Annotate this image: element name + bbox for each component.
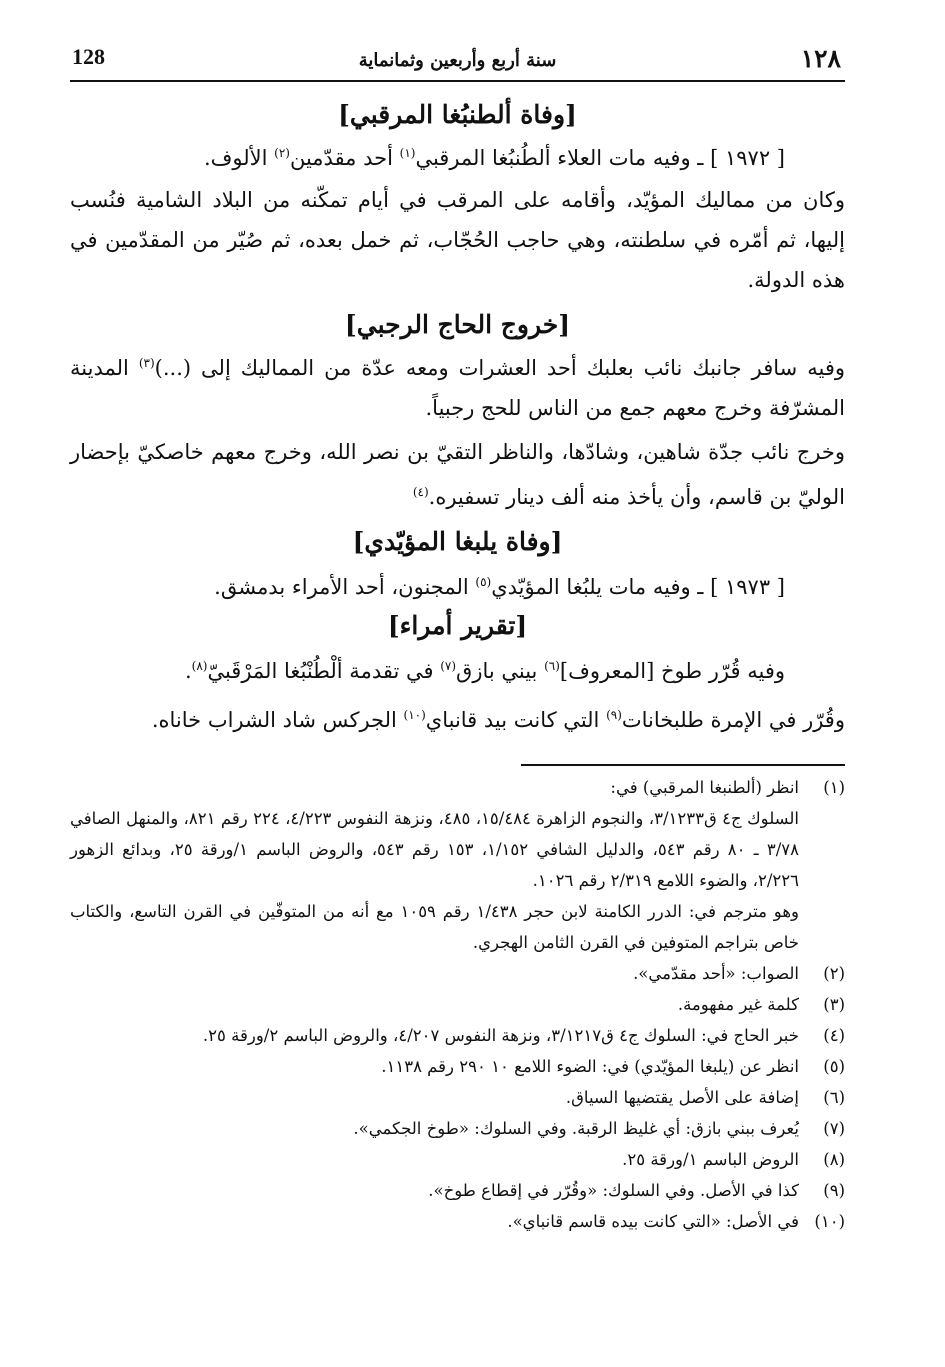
footnote-ref-8[interactable]: (٨) [191, 659, 208, 673]
footnote-ref-2[interactable]: (٢) [274, 146, 290, 160]
section-heading-1: [وفاة ألطنبُغا المرقبي] [338, 100, 577, 129]
footnote-7 [70, 1113, 845, 1144]
footnote-3 [70, 989, 845, 1020]
paragraph-qanbay-c: الجركس شاد الشراب خاناه. [151, 708, 404, 732]
footnote-2 [70, 958, 845, 989]
footnote-8 [70, 1144, 845, 1175]
footnote-number: (٧) [823, 1119, 845, 1138]
footnote-10 [70, 1206, 845, 1237]
footnote-ref-10[interactable]: (١٠) [403, 708, 426, 722]
footnote-1 [70, 772, 845, 803]
paragraph-hajj-text: وفيه سافر جانبك نائب بعلبك أحد العشرات ومعه عدّة من المماليك إلى (...) [154, 356, 845, 380]
footnote-5 [70, 1051, 845, 1082]
paragraph-almarqabi-bio: وكان من مماليك المؤيّد، وأقامه على المرقب في أيام تمكّنه من البلاد الشامية فنُسب إليها، ثم أمّره في سلطنته، وهي حاجب الحُجّاب، ثم خمل بعده، ثم صُيّر من المقدّمين في هذه الدولة. [70, 188, 845, 292]
page [70, 40, 845, 1237]
footnote-number: (٦) [823, 1088, 845, 1107]
footnote-ref-4[interactable]: (٤) [412, 485, 429, 499]
footnote-1-sources: السلوك ج٤ ق٣/١٢٣٣، والنجوم الزاهرة ١٥/٤٨٤، ٤٨٥، ونزهة النفوس ٤/٢٢٣، ٢٢٤ رقم ٨٢١، والمنهل الصافي ٣/٧٨ ـ ٨٠ رقم ٥٤٣، والدليل الشافي ١/١٥٢، ١٥٣ رقم ٥٤٣، والروض الباسم ١/ورقة ٢٥، وبدائع الزهور ٢/٢٢٦، والضوء اللامع ٢/٣١٩ رقم ١٠٢٦. [70, 809, 799, 890]
entry-1973 [70, 562, 845, 607]
running-title: سنة أربع وأربعين وثمانماية [358, 50, 557, 71]
paragraph-tukh-d: . [184, 659, 192, 683]
page-header [70, 40, 845, 82]
page-number: 128 [72, 44, 105, 69]
section-heading-4: [تقرير أمراء] [387, 611, 528, 640]
footnote-number: (٩) [823, 1181, 845, 1200]
footnote-text: كلمة غير مفهومة. [677, 995, 799, 1014]
footnotes [70, 772, 845, 1237]
entry-1973-end: المجنون، أحد الأمراء بدمشق. [214, 575, 476, 599]
footnote-ref-3[interactable]: (٣) [138, 356, 155, 370]
footnote-number: (٨) [823, 1150, 845, 1169]
paragraph-tukh-b: بيني بازق [456, 659, 545, 683]
entry-1972-mid: أحد مقدّمين [289, 146, 400, 170]
entry-1973-text: [ ١٩٧٣ ] ـ وفيه مات يلبُغا المؤيّدي [491, 575, 785, 599]
footnote-ref-6[interactable]: (٦) [544, 659, 560, 673]
page-number-arabic: ١٢٨ [800, 44, 841, 73]
footnote-ref-5[interactable]: (٥) [475, 575, 492, 589]
paragraph-tukh-a: وفيه قُرّر طوخ [المعروف] [559, 659, 785, 683]
footnote-text: انظر (ألطنبغا المرقبي) في: [610, 778, 799, 797]
footnote-6 [70, 1082, 845, 1113]
footnote-text: خبر الحاج في: السلوك ج٤ ق٣/١٢١٧، ونزهة النفوس ٤/٢٠٧، والروض الباسم ٢/ورقة ٢٥. [202, 1026, 799, 1045]
paragraph-jeddah [70, 432, 845, 517]
footnote-ref-1[interactable]: (١) [399, 146, 416, 160]
paragraph-qanbay-b: التي كانت بيد قانباي [425, 708, 607, 732]
footnote-number: (٥) [823, 1057, 845, 1076]
paragraph-tukh-c: في تقدمة ألْطُنْبُغا المَرْقَبيّ [207, 659, 441, 683]
footnote-divider [521, 764, 845, 766]
footnote-number: (١٠) [814, 1212, 845, 1231]
section-heading-2: [خروج الحاج الرجبي] [344, 310, 571, 339]
footnote-text: إضافة على الأصل يقتضيها السياق. [565, 1088, 799, 1107]
paragraph-hajj-end: المدينة المشرّفة وخرج معهم جمع من الناس للحج رجبياً. [70, 356, 845, 420]
footnote-number: (٢) [823, 964, 845, 983]
footnote-ref-9[interactable]: (٩) [606, 708, 622, 722]
footnote-text: انظر عن (يلبغا المؤيّدي) في: الضوء اللامع ١٠ ٢٩٠ رقم ١١٣٨. [381, 1057, 799, 1076]
paragraph-jeddah-text: وخرج نائب جدّة شاهين، وشادّها، والناظر التقيّ بن نصر الله، وخرج معهم خاصكيّ بإحضار الوليّ بن قاسم، وأن يأخذ منه ألف دينار تسفيره. [70, 440, 845, 509]
footnote-text: الروض الباسم ١/ورقة ٢٥. [622, 1150, 799, 1169]
footnote-number: (٤) [823, 1026, 845, 1045]
footnote-1-note: وهو مترجم في: الدرر الكامنة لابن حجر ١/٤٣٨ رقم ١٠٥٩ مع أنه من المتوفّين في القرن التاسع، والكتاب خاص بتراجم المتوفين في القرن الثامن الهجري. [70, 902, 799, 952]
entry-1972 [70, 133, 845, 178]
footnote-ref-7[interactable]: (٧) [440, 659, 457, 673]
footnote-number: (٣) [823, 995, 845, 1014]
footnote-4 [70, 1020, 845, 1051]
paragraph-hajj [70, 343, 845, 428]
paragraph-qanbay [70, 695, 845, 740]
footnote-9 [70, 1175, 845, 1206]
footnote-text: كذا في الأصل. وفي السلوك: «وقُرّر في إقطاع طوخ». [428, 1181, 799, 1200]
paragraph-qanbay-a: وقُرّر في الإمرة طلبخانات [621, 708, 845, 732]
footnote-text: يُعرف ببني بازق: أي غليظ الرقبة. وفي السلوك: «طوخ الجكمي». [353, 1119, 799, 1138]
entry-1972-end: الألوف. [203, 146, 275, 170]
footnote-number: (١) [823, 778, 845, 797]
footnote-text: الصواب: «أحد مقدّمي». [633, 964, 799, 983]
entry-1972-text: [ ١٩٧٢ ] ـ وفيه مات العلاء ألطُنبُغا المرقبي [415, 146, 785, 170]
footnote-text: في الأصل: «التي كانت بيده قاسم قانباي». [507, 1212, 799, 1231]
paragraph-tukh [70, 646, 845, 691]
section-heading-3: [وفاة يلبغا المؤيّدي] [352, 527, 563, 556]
